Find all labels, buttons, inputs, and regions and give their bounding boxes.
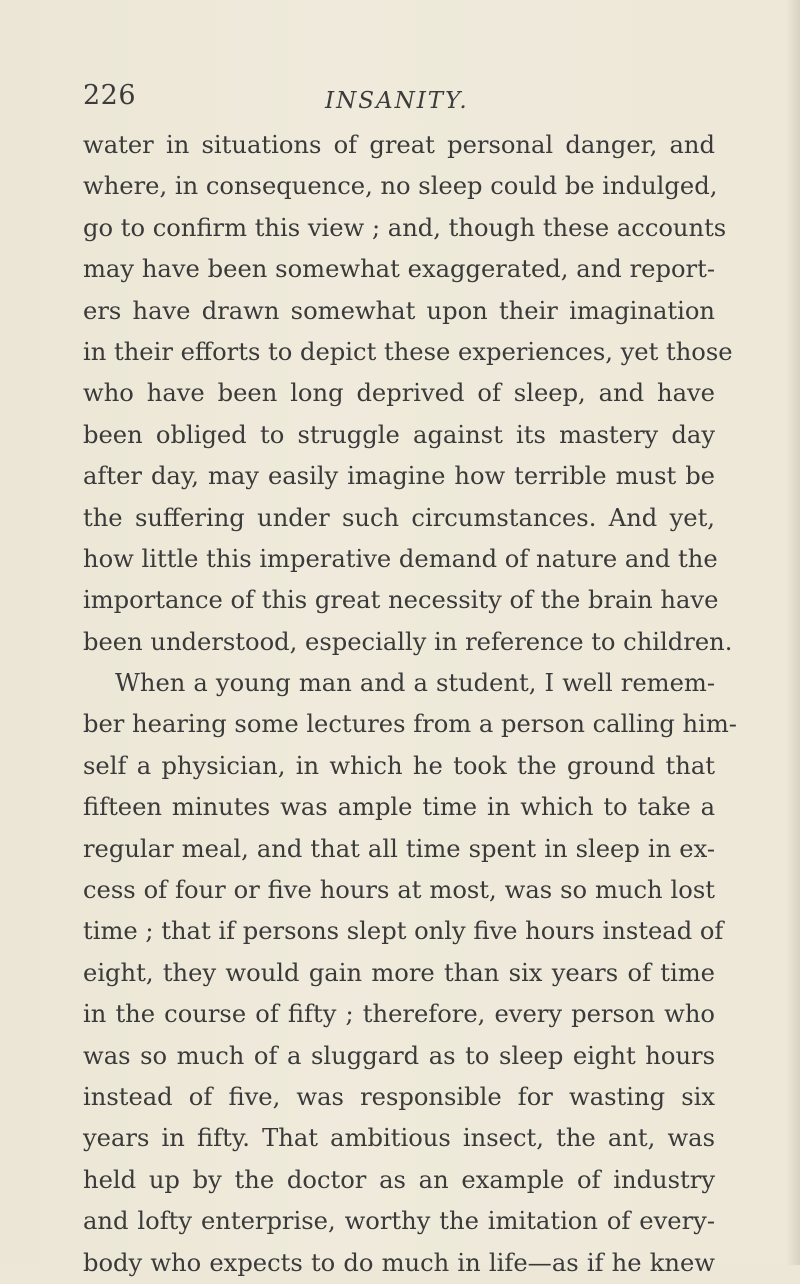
text-line: in their efforts to depict these experiences, yet those	[83, 337, 733, 366]
text-line: eight, they would gain more than six years of time	[83, 958, 715, 987]
paragraph-start-line: When a young man and a student, I well remem-	[115, 669, 715, 698]
text-line: the suffering under such circumstances. And yet,	[83, 503, 715, 532]
text-line: cess of four or five hours at most, was so much lost	[83, 876, 715, 905]
text-line: regular meal, and that all time spent in sleep in ex-	[83, 834, 715, 863]
text-line: and lofty enterprise, worthy the imitation of every-	[83, 1207, 715, 1236]
text-line: ers have drawn somewhat upon their imagination	[83, 296, 715, 325]
text-line: may have been somewhat exaggerated, and report-	[83, 255, 715, 284]
page-number: 226	[83, 80, 137, 111]
text-line: in the course of fifty ; therefore, every person who	[83, 1000, 715, 1029]
page-edge-shadow	[786, 0, 800, 1265]
body-text	[83, 125, 737, 1284]
text-line: been understood, especially in reference to children.	[83, 627, 733, 656]
text-line: importance of this great necessity of the brain have	[83, 586, 719, 615]
text-line: was so much of a sluggard as to sleep eight hours	[83, 1041, 715, 1070]
text-line: body who expects to do much in life—as if he knew	[83, 1248, 715, 1277]
text-line: go to confirm this view ; and, though these accounts	[83, 213, 727, 242]
text-line: been obliged to struggle against its mastery day	[83, 420, 715, 449]
text-line: time ; that if persons slept only five hours instead of	[83, 917, 724, 946]
text-line: instead of five, was responsible for wasting six	[83, 1082, 715, 1111]
text-line: fifteen minutes was ample time in which to take a	[83, 793, 715, 822]
text-line: who have been long deprived of sleep, and have	[83, 379, 715, 408]
text-line: ber hearing some lectures from a person calling him-	[83, 710, 737, 739]
text-line: where, in consequence, no sleep could be indulged,	[83, 172, 718, 201]
text-line: after day, may easily imagine how terrible must be	[83, 462, 715, 491]
text-line: years in fifty. That ambitious insect, the ant, was	[83, 1124, 715, 1153]
text-line: self a physician, in which he took the ground that	[83, 751, 715, 780]
running-head: INSANITY.	[325, 88, 469, 114]
text-line: held up by the doctor as an example of industry	[83, 1165, 715, 1194]
text-line: water in situations of great personal danger, and	[83, 131, 715, 159]
text-line: how little this imperative demand of nature and the	[83, 544, 718, 573]
